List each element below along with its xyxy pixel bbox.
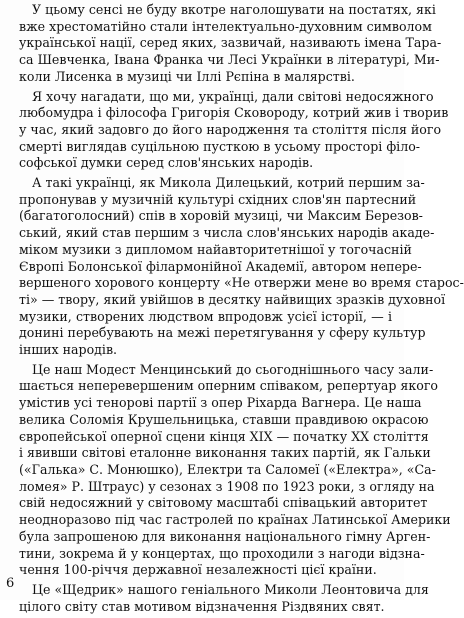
text-line: у час, який задовго до його народження та століття після його <box>19 121 442 137</box>
text-line: європейської оперної сцени кінця XIX — початку XX століття <box>19 428 429 444</box>
text-line: Європі Болонської філармонійної Академії, автором непере- <box>19 258 422 274</box>
text-line: А такі українці, як Микола Дилецький, котрий першим за- <box>32 175 425 191</box>
paragraph-2 <box>6 88 449 173</box>
text-line: цілого світу став мотивом відзначення Різдвяних свят. <box>19 598 385 614</box>
text-line: ломея» Р. Штраус) у сезонах з 1908 по 1923 роки, з огляду на <box>19 478 435 494</box>
text-line: ський, який став першим з числа слов'янських народів акаде- <box>19 225 435 241</box>
text-line: неодноразово під час гастролей по країнах Латинської Америки <box>19 512 451 528</box>
text-line: ті» — твору, який увійшов в десятку найвищих зразків духовної <box>19 291 446 307</box>
text-line: коли Лисенка в музиці чи Іллі Рєпіна в малярстві. <box>19 68 355 84</box>
page-number: 6 <box>6 576 15 591</box>
text-line: («Галька» С. Монюшко), Електри та Саломеї («Електра», «Са- <box>19 461 436 477</box>
paragraph-3 <box>6 175 464 359</box>
text-line: музики, створених людством впродовж усієї історії, — і <box>19 308 392 324</box>
text-line: велика Соломія Крушельницька, ставши правдивою окрасою <box>19 411 429 427</box>
text-line: інших народів. <box>19 342 118 358</box>
text-line: свій недосяжний у світовому масштабі співацький авторитет <box>19 495 428 511</box>
paragraph-4 <box>6 361 451 579</box>
text-line: Це «Щедрик» нашого геніального Миколи Леонтовича для <box>32 581 429 597</box>
body-text <box>6 2 464 618</box>
text-line: донині перебувають на межі перетягування у сферу культур <box>19 325 426 341</box>
text-line: смерті виглядав суцільною пусткою в усьому просторі філо- <box>19 138 421 154</box>
text-line: пропонував у музичній культурі східних слов'ян партесний <box>19 191 417 207</box>
text-line: са Шевченка, Івана Франка чи Лесі Українки в літературі, Ми- <box>19 52 440 68</box>
text-line: шається неперевершеним оперним співаком, репертуар якого <box>19 378 439 394</box>
text-line: міком музики з дипломом найавторитетнішої у тогочасній <box>19 241 412 257</box>
text-line: Я хочу нагадати, що ми, українці, дали світові недосяжного <box>32 88 434 104</box>
text-line: української нації, серед яких, зазвичай, називають імена Тара- <box>19 35 442 51</box>
text-line: і явивши світові еталонне виконання таких партій, як Гальки <box>19 445 431 461</box>
text-line: чення 100-річчя державної незалежності цієї країни. <box>19 562 377 578</box>
text-line: любомудра і філософа Григорія Сковороду, котрий жив і творив <box>19 105 449 121</box>
text-line: вже хрестоматійно стали інтелектуально-духовним символом <box>19 18 432 34</box>
text-line: умістив усі теноровi партії з опер Ріхарда Вагнера. Це наша <box>19 395 422 411</box>
text-line: вершеного хорового концерту «Не отвержи мене во время старос- <box>19 275 464 291</box>
text-line: тини, зокрема й у концертах, що проходили з нагоди відзна- <box>19 545 425 561</box>
paragraph-1 <box>6 2 442 86</box>
text-line: Це наш Модест Менцинський до сьогоднішнього часу зали- <box>32 361 434 377</box>
paragraph-5 <box>6 581 429 615</box>
text-line: софської думки серед слов'янських народів. <box>19 155 314 171</box>
text-line: (багатоголосний) спів в хоровій музиці, чи Максим Березов- <box>19 208 423 224</box>
text-line: була запрошеною для виконання національного гімну Арген- <box>19 528 431 544</box>
text-line: У цьому сенсі не буду вкотре наголошувати на постатях, які <box>32 2 436 17</box>
